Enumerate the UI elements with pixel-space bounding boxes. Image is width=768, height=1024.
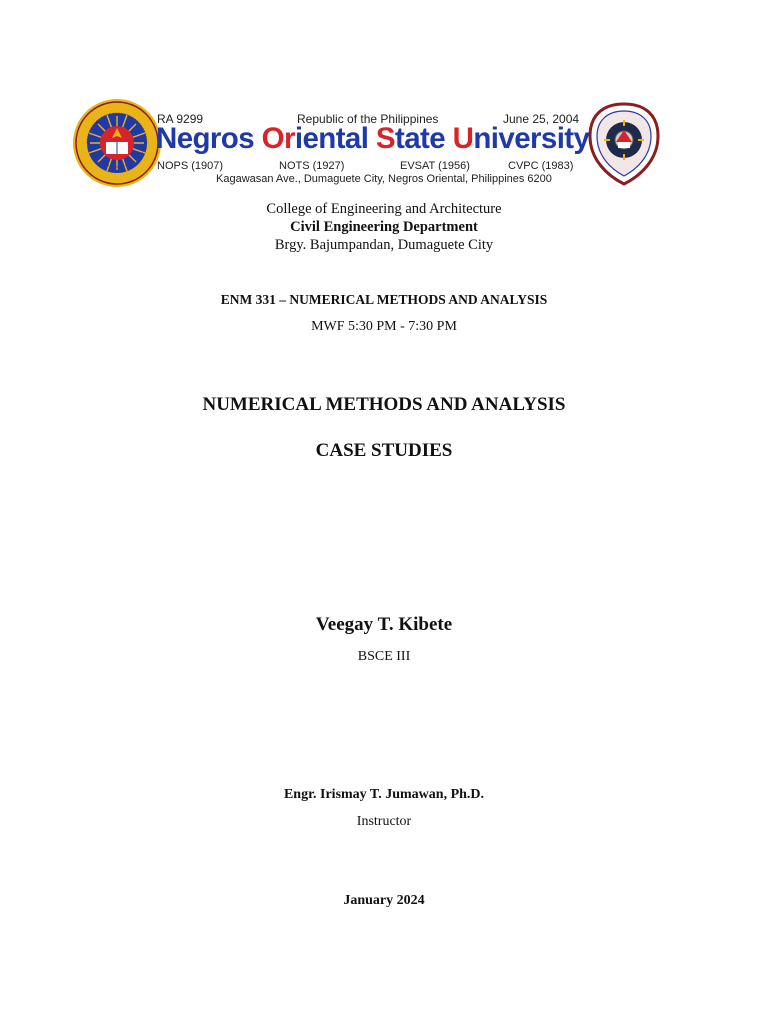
department-name: Civil Engineering Department bbox=[290, 219, 478, 235]
university-name-part: Negros bbox=[156, 122, 262, 155]
course-schedule: MWF 5:30 PM - 7:30 PM bbox=[311, 319, 457, 334]
university-name-part: S bbox=[375, 122, 395, 155]
student-program: BSCE III bbox=[357, 649, 411, 664]
student-name: Veegay T. Kibete bbox=[315, 614, 453, 635]
department-location: Brgy. Bajumpandan, Dumaguete City bbox=[274, 237, 494, 253]
document-title: NUMERICAL METHODS AND ANALYSIS bbox=[202, 394, 566, 415]
history-item: NOTS (1927) bbox=[279, 160, 345, 172]
university-address: Kagawasan Ave., Dumaguete City, Negros Oriental, Philippines 6200 bbox=[216, 173, 552, 185]
document-subtitle: CASE STUDIES bbox=[315, 440, 453, 461]
submission-date: January 2024 bbox=[343, 893, 425, 908]
university-name-part: niversity bbox=[473, 122, 590, 155]
college-seal-icon bbox=[588, 102, 660, 186]
ra-number: RA 9299 bbox=[157, 112, 204, 126]
charter-date: June 25, 2004 bbox=[503, 112, 580, 126]
course-title: ENM 331 – NUMERICAL METHODS AND ANALYSIS bbox=[220, 292, 548, 307]
university-name-part: tate bbox=[395, 122, 453, 155]
republic-label: Republic of the Philippines bbox=[297, 112, 439, 126]
college-name: College of Engineering and Architecture bbox=[266, 201, 502, 217]
history-item: CVPC (1983) bbox=[508, 160, 574, 172]
instructor-role: Instructor bbox=[356, 814, 412, 829]
university-seal-icon bbox=[72, 98, 162, 188]
instructor-name: Engr. Irismay T. Jumawan, Ph.D. bbox=[283, 787, 485, 802]
history-item: EVSAT (1956) bbox=[400, 160, 470, 172]
university-name bbox=[156, 122, 590, 155]
university-name-part: U bbox=[452, 122, 474, 155]
university-name-part: iental bbox=[294, 122, 376, 155]
university-name-part: Or bbox=[261, 122, 295, 155]
history-item: NOPS (1907) bbox=[157, 160, 224, 172]
